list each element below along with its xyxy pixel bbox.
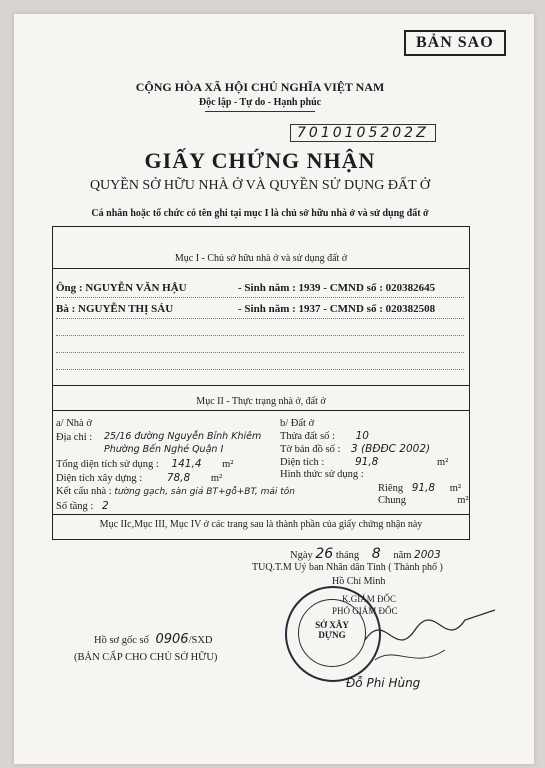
owner-2: Bà : NGUYỄN THỊ SÁU — [56, 303, 174, 315]
divider — [52, 268, 470, 269]
address-line1: 25/16 đường Nguyễn Bỉnh Khiêm — [104, 431, 262, 442]
document-title: GIẤY CHỨNG NHẬN — [144, 148, 376, 173]
issuer-city: Hồ Chí Minh — [332, 576, 386, 587]
dotted-line — [56, 369, 464, 370]
address-line2: Phường Bến Nghé Quận I — [104, 444, 224, 455]
motto: Độc lập - Tự do - Hạnh phúc — [198, 97, 322, 108]
owner-1: Ông : NGUYỄN VĂN HẬU — [56, 282, 187, 294]
dotted-line — [56, 352, 464, 353]
serial-number: 7010105202Z — [290, 124, 436, 142]
date-line: Ngày 26 tháng 8 năm 2003 — [290, 546, 441, 562]
issuer: TUQ.T.M Uỷ ban Nhân dân Tỉnh ( Thành phố ) — [252, 562, 443, 573]
total-area-row: Tổng diện tích sử dụng : 141,4 m² — [56, 458, 234, 470]
section1-title: Mục I - Chủ sở hữu nhà ở và sử dụng đất ở — [174, 253, 348, 264]
section2-title: Mục II - Thực trạng nhà ở, đất ở — [196, 396, 326, 407]
owner-2-birth: - Sinh năm : 1937 - CMND số : 020382508 — [238, 303, 436, 315]
footer-note: Mục IIc,Mục III, Mục IV ở các trang sau là thành phần của giấy chứng nhận này — [99, 519, 423, 530]
dotted-line — [56, 297, 464, 298]
divider — [52, 385, 470, 386]
role-1: K.GIÁM ĐỐC — [342, 594, 396, 604]
divider — [52, 514, 470, 515]
file-number: Hồ sơ gốc số 0906/SXD — [94, 632, 213, 647]
land-area-row: Diện tích : 91,8 m² — [280, 456, 449, 468]
dotted-line — [56, 318, 464, 319]
motto-underline — [205, 111, 315, 112]
signer-name: Đỗ Phi Hùng — [346, 676, 421, 690]
land-heading: b/ Đất ở — [280, 418, 315, 429]
structure-row: Kết cấu nhà : tường gạch, sàn giả BT+gỗ+BT, mái tôn — [56, 486, 295, 497]
dotted-line — [56, 335, 464, 336]
document-subtitle: QUYỀN SỞ HỮU NHÀ Ở VÀ QUYỀN SỬ DỤNG ĐẤT Ở — [89, 178, 431, 193]
signature-scribble — [355, 600, 505, 680]
copy-stamp: BẢN SAO — [404, 30, 506, 56]
map-row: Tờ bản đồ số : 3 (BĐĐC 2002) — [280, 443, 431, 455]
private-row: Riêng 91,8 m² — [378, 482, 462, 494]
built-area-row: Diện tích xây dựng : 78,8 m² — [56, 472, 223, 484]
owner-1-birth: - Sinh năm : 1939 - CMND số : 020382645 — [238, 282, 436, 294]
plot-row: Thửa đất số : 10 — [280, 430, 369, 442]
house-heading: a/ Nhà ở — [56, 418, 92, 429]
shared-row: Chung m² — [378, 495, 469, 506]
divider — [52, 410, 470, 411]
floors-row: Số tầng : 2 — [56, 500, 109, 512]
file-note: (BẢN CẤP CHO CHỦ SỞ HỮU) — [74, 652, 218, 663]
usage-label: Hình thức sử dụng : — [280, 469, 364, 480]
intro-text: Cá nhân hoặc tổ chức có tên ghi tại mục I là chủ sở hữu nhà ở và sử dụng đất ở — [91, 208, 429, 219]
address-label: Địa chỉ : — [56, 432, 93, 443]
role-2: PHÓ GIÁM ĐỐC — [332, 606, 398, 616]
seal-text: SỞ XÂY DỰNG — [315, 620, 349, 640]
republic-heading: CỘNG HÒA XÃ HỘI CHỦ NGHĨA VIỆT NAM — [135, 80, 385, 94]
